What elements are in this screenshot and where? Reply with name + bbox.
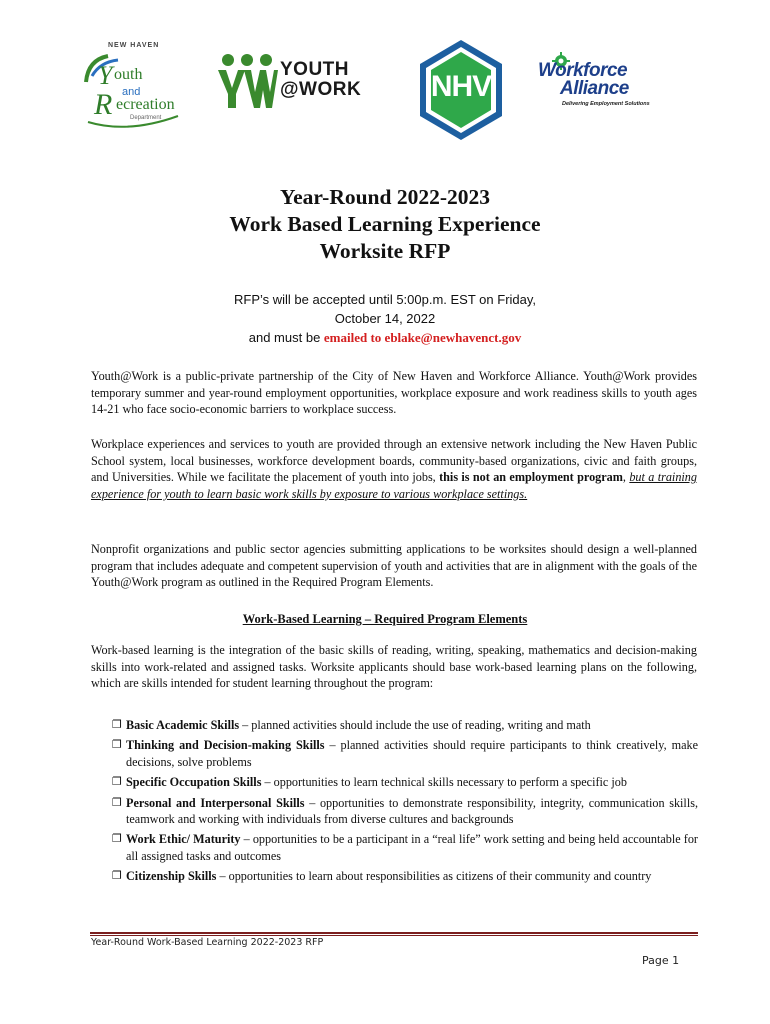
page-number: Page 1 bbox=[642, 954, 680, 967]
youth-recreation-word-department: Department bbox=[130, 115, 162, 121]
workplace-paragraph-comma: , bbox=[622, 470, 630, 485]
element-description: – opportunities to learn about responsibilities as citizens of their community and country bbox=[216, 869, 652, 884]
youth-at-work-line1: YOUTH bbox=[280, 59, 349, 80]
youth-at-work-people-icon bbox=[216, 52, 278, 112]
deadline-prefix: and must be bbox=[248, 330, 324, 345]
youth-recreation-logo bbox=[78, 42, 188, 132]
element-name: Specific Occupation Skills bbox=[126, 775, 262, 790]
checkbox-bullet-icon: ❐ bbox=[112, 869, 122, 883]
title-line-2: Work Based Learning Experience bbox=[229, 212, 541, 236]
element-description: – opportunities to learn technical skills necessary to perform a specific job bbox=[261, 775, 627, 790]
deadline-line-3 bbox=[0, 328, 770, 347]
list-item bbox=[112, 717, 698, 733]
workplace-paragraph-text: Workplace experiences and services to youth are provided through an extensive network including the New Haven Public School system, local businesses, workforce development boards, community-based organizations, civic and faith groups, and Universities. While we facilitate the placement of youth into jobs, bbox=[91, 437, 697, 485]
element-description: – opportunities to be a participant in a “real life” work setting and being held accountable for all assigned tasks and outcomes bbox=[126, 832, 698, 863]
list-item bbox=[112, 737, 698, 770]
youth-recreation-word-and: and bbox=[122, 86, 141, 98]
youth-at-work-line2: @WORK bbox=[280, 79, 362, 100]
work-based-learning-paragraph: Work-based learning is the integration of the basic skills of reading, writing, speaking, mathematics and decision-making skills into work-related and assigned tasks. Worksite applicants should base work-based learning plans on the following, which are skills intended for student learning throughout the program: bbox=[91, 643, 697, 691]
checkbox-bullet-icon: ❐ bbox=[112, 718, 122, 731]
nhv-logo bbox=[416, 38, 506, 142]
element-name: Personal and Interpersonal Skills bbox=[126, 795, 305, 810]
footer-divider-thin bbox=[90, 935, 698, 936]
submission-deadline bbox=[0, 290, 770, 347]
title-line-1: Year-Round 2022-2023 bbox=[279, 185, 491, 209]
title-line-3: Worksite RFP bbox=[319, 239, 451, 263]
element-name: Thinking and Decision-making Skills bbox=[126, 738, 325, 753]
footer-divider bbox=[90, 932, 698, 934]
deadline-line-1: RFP’s will be accepted until 5:00p.m. EST on Friday, bbox=[233, 292, 537, 307]
workforce-logo-line2: Alliance bbox=[560, 78, 629, 99]
document-title bbox=[0, 184, 770, 265]
logo-strip bbox=[78, 38, 698, 148]
checkbox-bullet-icon: ❐ bbox=[112, 738, 122, 752]
not-employment-program-emphasis: this is not an employment program bbox=[439, 470, 623, 485]
list-item bbox=[112, 795, 698, 828]
element-name: Citizenship Skills bbox=[126, 869, 217, 884]
submission-email-link[interactable]: emailed to eblake@newhavenct.gov bbox=[323, 330, 522, 345]
element-description: – planned activities should require participants to think creatively, make decisions, solve problems bbox=[126, 738, 699, 769]
svg-text:Y: Y bbox=[98, 61, 113, 90]
element-name: Basic Academic Skills bbox=[126, 718, 240, 732]
nhv-logo-text: NHV bbox=[430, 70, 492, 103]
applicant-paragraph: Nonprofit organizations and public sector agencies submitting applications to be worksites should design a well-planned program that includes adequate and competent supervision of youth and activities that are in alignment with the goals of the Youth@Work program as outlined in the Required Program Elements. bbox=[91, 542, 697, 590]
section-heading: Work-Based Learning – Required Program Elements bbox=[242, 612, 528, 626]
workforce-logo-line1: Workforce bbox=[538, 60, 628, 81]
checkbox-bullet-icon: ❐ bbox=[112, 832, 122, 846]
element-description: – planned activities should include the use of reading, writing and math bbox=[239, 718, 591, 732]
youth-at-work-logo bbox=[216, 52, 386, 112]
training-experience-emphasis: but a training experience for youth to learn basic work skills by exposure to various workplace settings. bbox=[91, 470, 697, 501]
intro-paragraph: Youth@Work is a public-private partnership of the City of New Haven and Workforce Alliance. Youth@Work provides temporary summer and year-round employment opportunities, workplace exposure and work readiness skills to youth ages 14-21 who face socio-economic barriers to workplace success. bbox=[91, 369, 697, 417]
list-item bbox=[112, 774, 698, 790]
workplace-paragraph bbox=[91, 436, 697, 502]
youth-recreation-top-text: NEW HAVEN bbox=[108, 42, 160, 49]
workforce-logo-tagline: Delivering Employment Solutions bbox=[562, 101, 650, 107]
list-item bbox=[112, 868, 698, 884]
deadline-line-2: October 14, 2022 bbox=[334, 311, 436, 326]
footer-document-name: Year-Round Work-Based Learning 2022-2023 RFP bbox=[91, 937, 324, 948]
element-description: – opportunities to demonstrate responsibility, integrity, communication skills, teamwork and working with individuals from diverse cultures and backgrounds bbox=[126, 795, 698, 827]
required-elements-list bbox=[112, 717, 698, 889]
list-item bbox=[112, 831, 698, 864]
workforce-alliance-logo bbox=[538, 58, 658, 118]
checkbox-bullet-icon: ❐ bbox=[112, 795, 122, 809]
element-name: Work Ethic/ Maturity bbox=[126, 832, 241, 847]
youth-recreation-word-youth: outh bbox=[114, 66, 143, 83]
youth-recreation-word-recreation: ecreation bbox=[116, 96, 175, 113]
svg-text:R: R bbox=[94, 88, 113, 121]
checkbox-bullet-icon: ❐ bbox=[112, 775, 122, 789]
